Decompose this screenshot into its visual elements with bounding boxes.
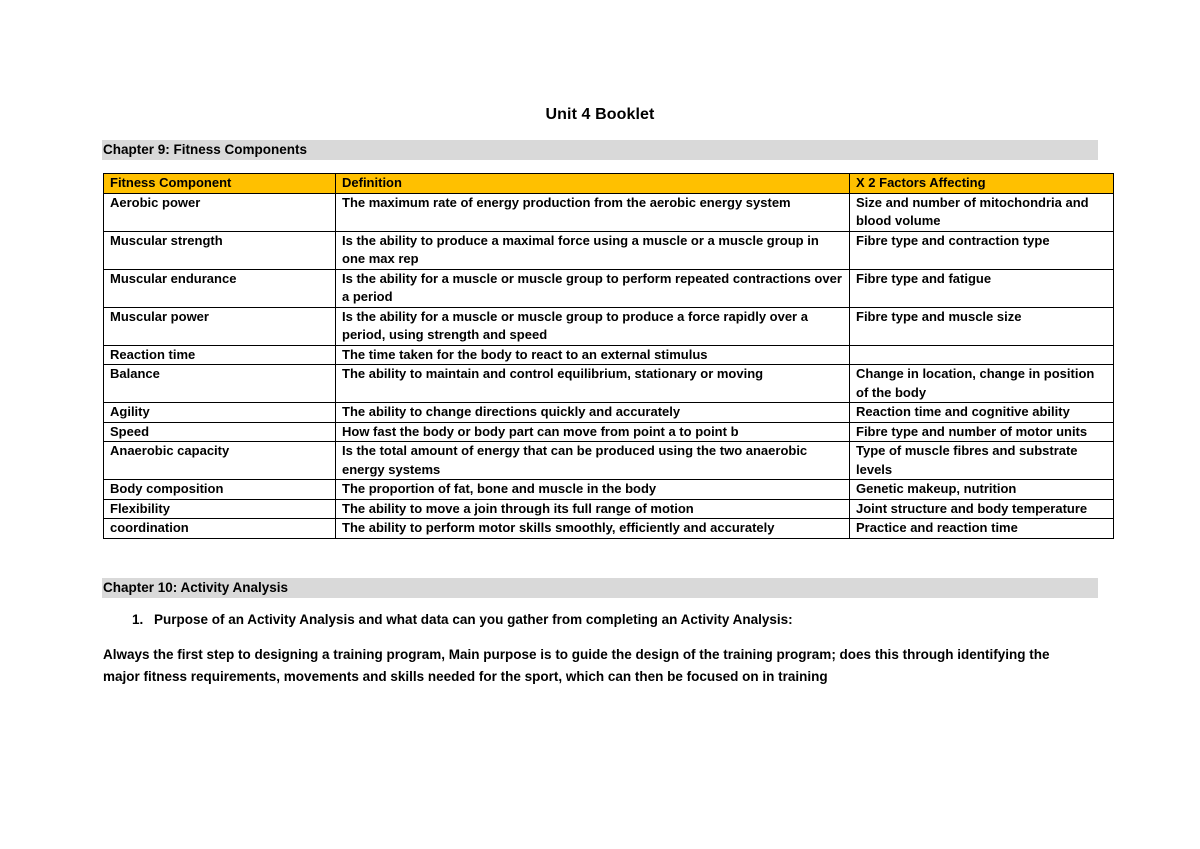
definition-cell: The proportion of fat, bone and muscle in the body <box>336 480 850 500</box>
table-row <box>104 307 1114 345</box>
table-row <box>104 422 1114 442</box>
factors-cell: Fibre type and number of motor units <box>850 422 1114 442</box>
document-title: Unit 4 Booklet <box>545 106 655 123</box>
definition-cell: The ability to perform motor skills smoothly, efficiently and accurately <box>336 519 850 539</box>
definition-cell: How fast the body or body part can move from point a to point b <box>336 422 850 442</box>
table-row <box>104 499 1114 519</box>
component-cell: Muscular power <box>104 307 336 345</box>
component-cell: Speed <box>104 422 336 442</box>
table-row <box>104 231 1114 269</box>
factors-cell <box>850 345 1114 365</box>
factors-cell: Change in location, change in position of the body <box>850 365 1114 403</box>
table-row <box>104 345 1114 365</box>
component-cell: Flexibility <box>104 499 336 519</box>
definition-cell: Is the ability for a muscle or muscle group to perform repeated contractions over a period <box>336 269 850 307</box>
fitness-components-table <box>103 173 1114 539</box>
chapter-10-heading: Chapter 10: Activity Analysis <box>102 578 1098 598</box>
answer-paragraph: Always the first step to designing a training program, Main purpose is to guide the design of the training program; does this through identifying the major fitness requirements, movements and skills needed for the sport, which can then be focused on in training <box>103 647 1050 684</box>
factors-cell: Size and number of mitochondria and blood volume <box>850 193 1114 231</box>
factors-cell: Genetic makeup, nutrition <box>850 480 1114 500</box>
component-cell: Muscular strength <box>104 231 336 269</box>
definition-cell: Is the ability to produce a maximal force using a muscle or a muscle group in one max rep <box>336 231 850 269</box>
table-row <box>104 480 1114 500</box>
table-row <box>104 519 1114 539</box>
factors-cell: Reaction time and cognitive ability <box>850 403 1114 423</box>
component-cell: Reaction time <box>104 345 336 365</box>
question-text: Purpose of an Activity Analysis and what data can you gather from completing an Activity Analysis: <box>154 612 793 627</box>
definition-cell: Is the ability for a muscle or muscle group to produce a force rapidly over a period, using strength and speed <box>336 307 850 345</box>
definition-cell: The ability to change directions quickly and accurately <box>336 403 850 423</box>
table-row <box>104 365 1114 403</box>
table-row <box>104 269 1114 307</box>
definition-cell: The time taken for the body to react to an external stimulus <box>336 345 850 365</box>
table-header-row <box>104 174 1114 194</box>
component-cell: Aerobic power <box>104 193 336 231</box>
component-cell: Agility <box>104 403 336 423</box>
question-number: 1. <box>132 612 144 627</box>
table-row <box>104 403 1114 423</box>
definition-cell: The ability to maintain and control equilibrium, stationary or moving <box>336 365 850 403</box>
factors-cell: Fibre type and muscle size <box>850 307 1114 345</box>
component-cell: Balance <box>104 365 336 403</box>
definition-cell: The ability to move a join through its full range of motion <box>336 499 850 519</box>
table-row <box>104 193 1114 231</box>
component-cell: Muscular endurance <box>104 269 336 307</box>
definition-cell: Is the total amount of energy that can be produced using the two anaerobic energy systems <box>336 442 850 480</box>
header-definition: Definition <box>336 174 850 194</box>
component-cell: Body composition <box>104 480 336 500</box>
numbered-question <box>133 612 793 627</box>
definition-cell: The maximum rate of energy production from the aerobic energy system <box>336 193 850 231</box>
table-row <box>104 442 1114 480</box>
component-cell: coordination <box>104 519 336 539</box>
factors-cell: Type of muscle fibres and substrate levels <box>850 442 1114 480</box>
factors-cell: Fibre type and fatigue <box>850 269 1114 307</box>
header-factors-affecting: X 2 Factors Affecting <box>850 174 1114 194</box>
header-fitness-component: Fitness Component <box>104 174 336 194</box>
factors-cell: Fibre type and contraction type <box>850 231 1114 269</box>
factors-cell: Joint structure and body temperature <box>850 499 1114 519</box>
chapter-9-heading: Chapter 9: Fitness Components <box>102 140 1098 160</box>
factors-cell: Practice and reaction time <box>850 519 1114 539</box>
component-cell: Anaerobic capacity <box>104 442 336 480</box>
